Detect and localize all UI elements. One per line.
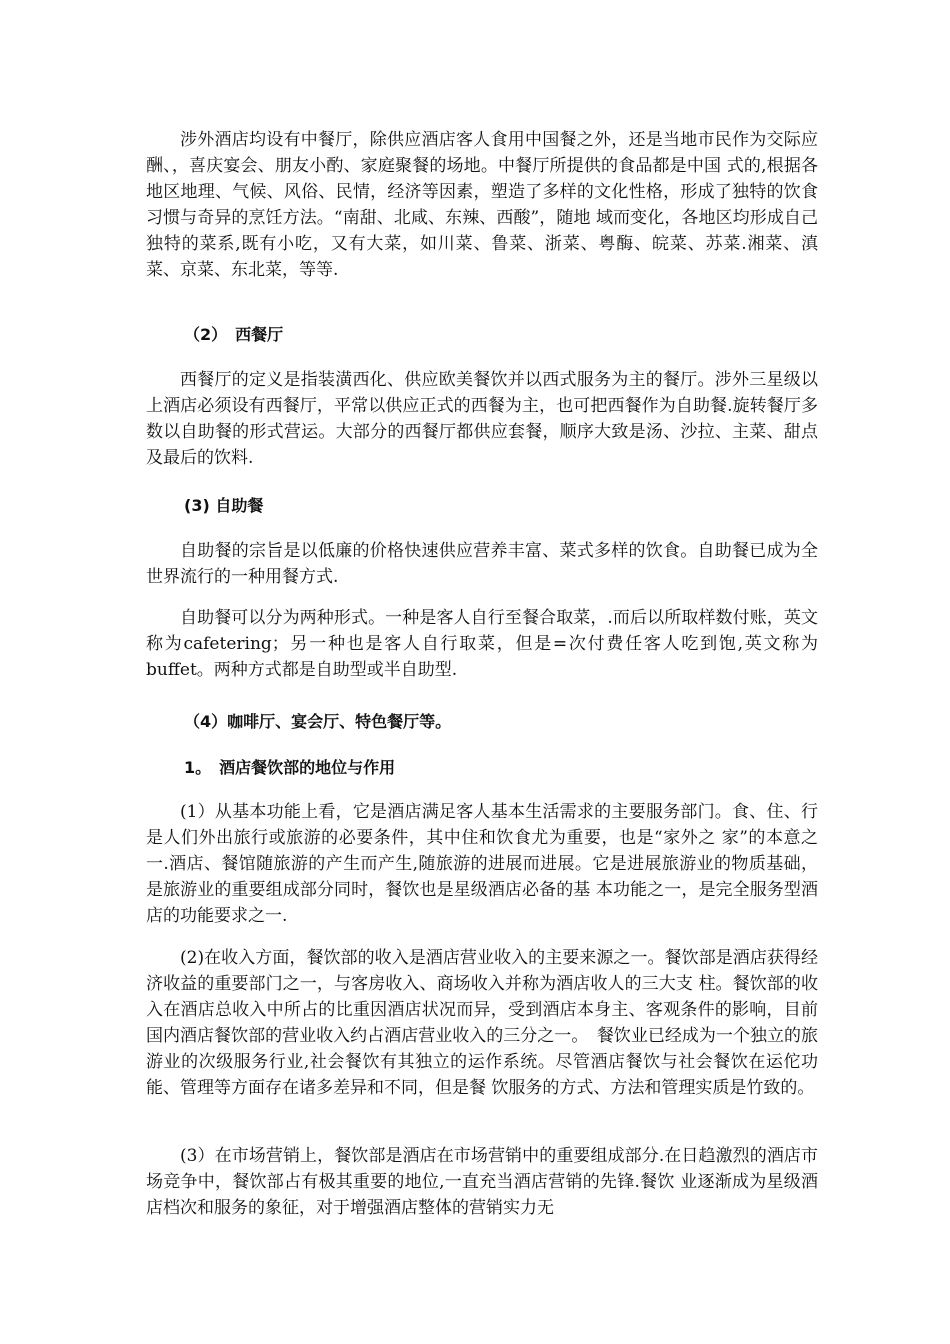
heading-western-restaurant: （2） 西餐厅 [184,325,284,344]
paragraph-western-restaurant: 西餐厅的定义是指装潢西化、供应欧美餐饮并以西式服务为主的餐厅。涉外三星级以上酒店必须设有西餐厅，平常以供应正式的西餐为主，也可把西餐作为自助餐.旋转餐厅多数以自助餐的形式营运。大部分的西餐厅都供应套餐，顺序大致是汤、沙拉、主菜、甜点及最后的饮料. [146,370,818,468]
paragraph-revenue: (2)在收入方面，餐饮部的收入是酒店营业收入的主要来源之一。餐饮部是酒店获得经济收益的重要部门之一，与客房收入、商场收入并称为酒店收人的三大支 柱。餐饮部的收入在酒店总收入中所占的比重因酒店状况而异，受到酒店本身主、客观条件的影响，目前国内酒店餐饮部的营业收入约占酒店营业收入的三分之一。 餐饮业已经成为一个独立的旅游业的次级服务行业,社会餐饮有其独立的运作系统。尽管酒店餐饮与社会餐饮在运佗功能、管理等方面存在诸多差异和不同，但是餐 饮服务的方式、方法和管理实质是竹致的。 [146,948,818,1098]
paragraph-buffet-forms: 自助餐可以分为两种形式。一种是客人自行至餐合取菜，.而后以所取样数付账，英文称为cafetering；另一种也是客人自行取菜，但是=次付费任客人吃到饱,英文称为buffet。两种方式都是自助型或半自助型. [146,608,818,680]
paragraph-marketing: (3）在市场营销上，餐饮部是酒店在市场营销中的重要组成部分.在日趋激烈的酒店市场竞争中，餐饮部占有极其重要的地位,一直充当酒店营销的先锋.餐饮 业逐渐成为星级酒店档次和服务的象征，对于增强酒店整体的营销实力无 [146,1146,818,1218]
paragraph-chinese-restaurant: 涉外酒店均设有中餐厅，除供应酒店客人食用中国餐之外，还是当地市民作为交际应酬、，喜庆宴会、朋友小酌、家庭聚餐的场地。中餐厅所提供的食品都是中国 式的,根据各地区地理、气候、风俗、民情，经济等因素，塑造了多样的文化性格，形成了独特的饮食习惯与奇异的烹饪方法。“南甜、北咸、东辣、西酸”，随地 域而变化，各地区均形成自己独特的菜系,既有小吃，又有大菜，如川菜、鲁菜、浙菜、粤酶、皖菜、苏菜.湘菜、滇菜、京菜、东北菜，等等. [146,130,818,280]
paragraph-basic-function: (1）从基本功能上看，它是酒店满足客人基本生活需求的主要服务部门。食、住、行是人们外出旅行或旅游的必要条件，其中住和饮食尤为重要，也是“家外之 家”的本意之一.酒店、餐馆随旅游的产生而产生,随旅游的进展而进展。它是进展旅游业的物质基础，是旅游业的重要组成部分同时，餐饮也是星级酒店必备的基 本功能之一，是完全服务型酒店的功能要求之一. [146,802,818,926]
heading-cafe-banquet: （4）咖啡厅、宴会厅、特色餐厅等。 [184,712,452,731]
heading-section-1: 1。 酒店餐饮部的地位与作用 [184,758,396,777]
paragraph-buffet-purpose: 自助餐的宗旨是以低廉的价格快速供应营养丰富、菜式多样的饮食。自助餐已成为全世界流行的一种用餐方式. [146,541,818,587]
heading-buffet: (3) 自助餐 [184,496,264,515]
